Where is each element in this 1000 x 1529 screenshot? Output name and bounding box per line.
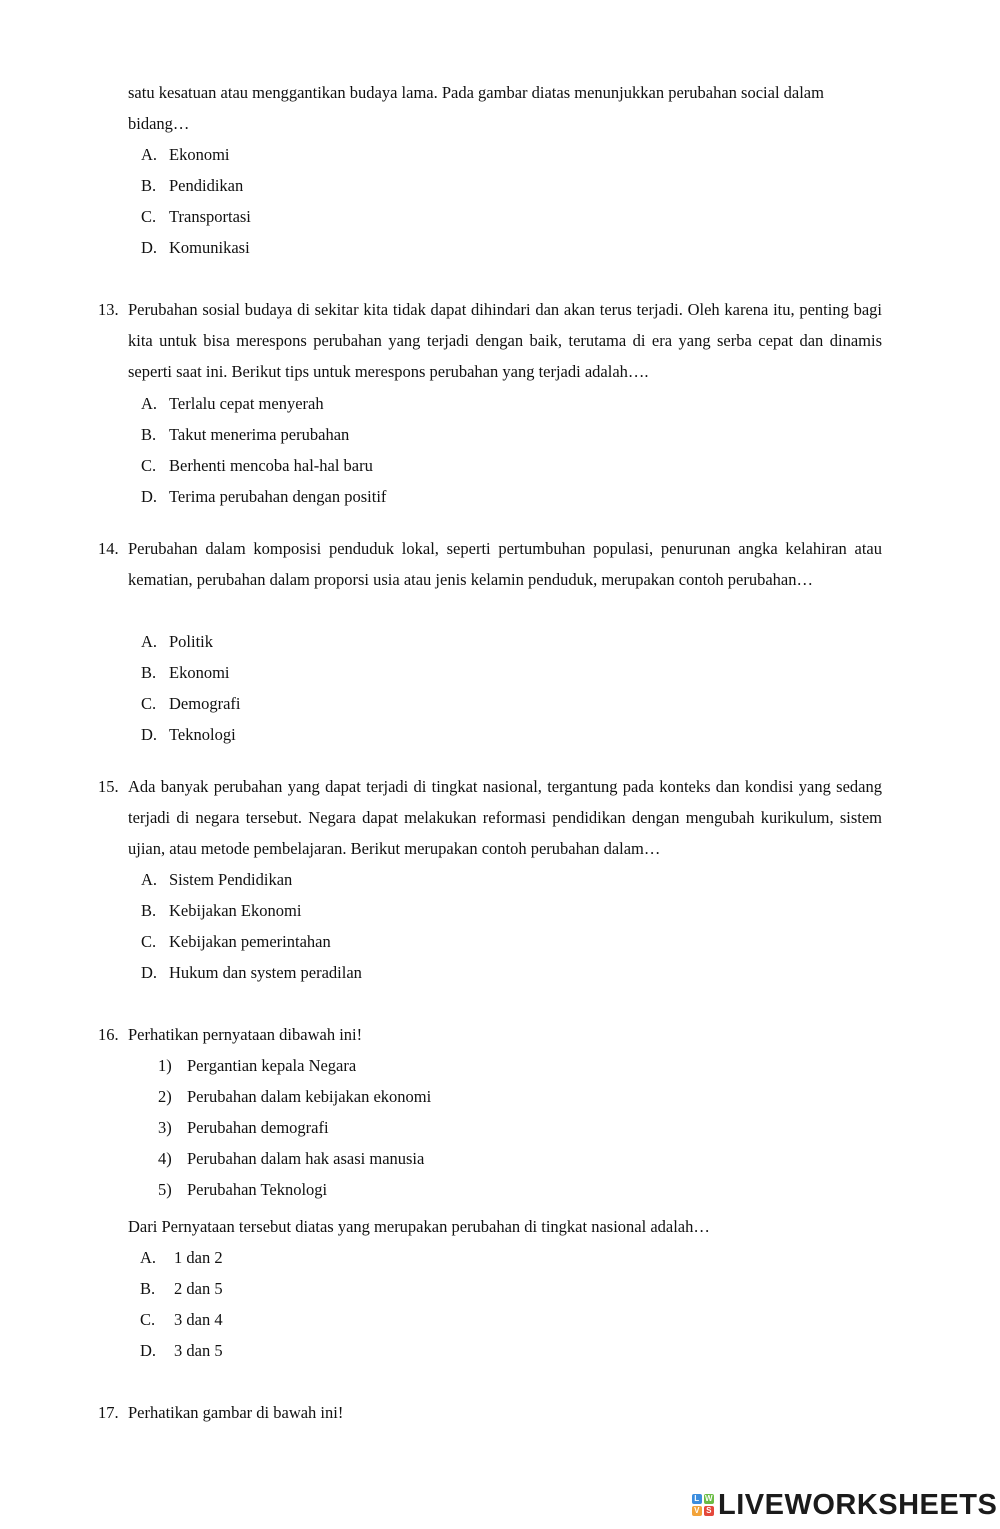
question-14-option-c[interactable]: C. Demografi [141, 694, 241, 713]
question-13-option-d[interactable]: D. Terima perubahan dengan positif [141, 487, 387, 506]
question-12-option-b[interactable]: B. Pendidikan [141, 176, 244, 195]
question-13-text: Perubahan sosial budaya di sekitar kita tidak dapat dihindari dan akan terus terjadi. Oleh karena itu, penting bagi kita untuk bisa merespons perubahan yang terjadi dengan baik, terutama di era yang serba cepat dan dinamis seperti saat ini. Berikut tips untuk merespons perubahan yang terjadi adalah…. [128, 300, 882, 381]
question-14-option-d[interactable]: D. Teknologi [141, 725, 236, 744]
question-16-statement-3: 3) Perubahan demografi [158, 1118, 329, 1137]
question-17-text: Perhatikan gambar di bawah ini! [128, 1403, 344, 1422]
question-15-option-c[interactable]: C. Kebijakan pemerintahan [141, 932, 331, 951]
question-15-option-d[interactable]: D. Hukum dan system peradilan [141, 963, 362, 982]
logo-square: V [692, 1506, 702, 1516]
question-16-option-b[interactable]: B. 2 dan 5 [140, 1279, 223, 1298]
question-15-option-a[interactable]: A. Sistem Pendidikan [141, 870, 293, 889]
question-15-text: Ada banyak perubahan yang dapat terjadi di tingkat nasional, tergantung pada konteks dan kondisi yang sedang terjadi di negara tersebut. Negara dapat melakukan reformasi pendidikan dengan mengubah kurikulum, sistem ujian, atau metode pembelajaran. Berikut merupakan contoh perubahan dalam… [128, 777, 882, 858]
question-14-option-b[interactable]: B. Ekonomi [141, 663, 230, 682]
question-12-option-c[interactable]: C. Transportasi [141, 207, 251, 226]
liveworksheets-logo [692, 1488, 997, 1522]
question-16-option-a[interactable]: A. 1 dan 2 [140, 1248, 223, 1267]
question-12-option-d[interactable]: D. Komunikasi [141, 238, 250, 257]
logo-square: S [704, 1506, 714, 1516]
question-12-text-line-2: bidang… [128, 114, 190, 133]
logo-square: W [704, 1494, 714, 1503]
question-15-number: 15. [98, 777, 119, 796]
question-16-statement-2: 2) Perubahan dalam kebijakan ekonomi [158, 1087, 432, 1106]
question-16-statement-4: 4) Perubahan dalam hak asasi manusia [158, 1149, 425, 1168]
question-13-option-a[interactable]: A. Terlalu cepat menyerah [141, 394, 324, 413]
question-16-prompt: Dari Pernyataan tersebut diatas yang merupakan perubahan di tingkat nasional adalah… [128, 1217, 710, 1236]
question-16-option-c[interactable]: C. 3 dan 4 [140, 1310, 223, 1329]
question-14-option-a[interactable]: A. Politik [141, 632, 214, 651]
question-14-number: 14. [98, 539, 119, 558]
question-16-statement-1: 1) Pergantian kepala Negara [158, 1056, 357, 1075]
question-13-option-c[interactable]: C. Berhenti mencoba hal-hal baru [141, 456, 373, 475]
question-16-number: 16. [98, 1025, 119, 1044]
question-16-text: Perhatikan pernyataan dibawah ini! [128, 1025, 363, 1044]
question-15-option-b[interactable]: B. Kebijakan Ekonomi [141, 901, 302, 920]
question-13-number: 13. [98, 300, 119, 319]
question-12-text-line-1: satu kesatuan atau menggantikan budaya lama. Pada gambar diatas menunjukkan perubahan social dalam [128, 83, 824, 102]
question-12-option-a[interactable]: A. Ekonomi [141, 145, 230, 164]
logo-grid-icon [692, 1494, 714, 1516]
question-16-statement-5: 5) Perubahan Teknologi [158, 1180, 328, 1199]
logo-text: LIVEWORKSHEETS [718, 1488, 998, 1521]
question-14-text: Perubahan dalam komposisi penduduk lokal, seperti pertumbuhan populasi, penurunan angka kelahiran atau kematian, perubahan dalam proporsi usia atau jenis kelamin penduduk, merupakan contoh perubahan… [128, 539, 882, 589]
logo-square: L [692, 1494, 702, 1504]
question-16-option-d[interactable]: D. 3 dan 5 [140, 1341, 223, 1360]
question-17-number: 17. [98, 1403, 119, 1422]
question-13-option-b[interactable]: B. Takut menerima perubahan [141, 425, 350, 444]
